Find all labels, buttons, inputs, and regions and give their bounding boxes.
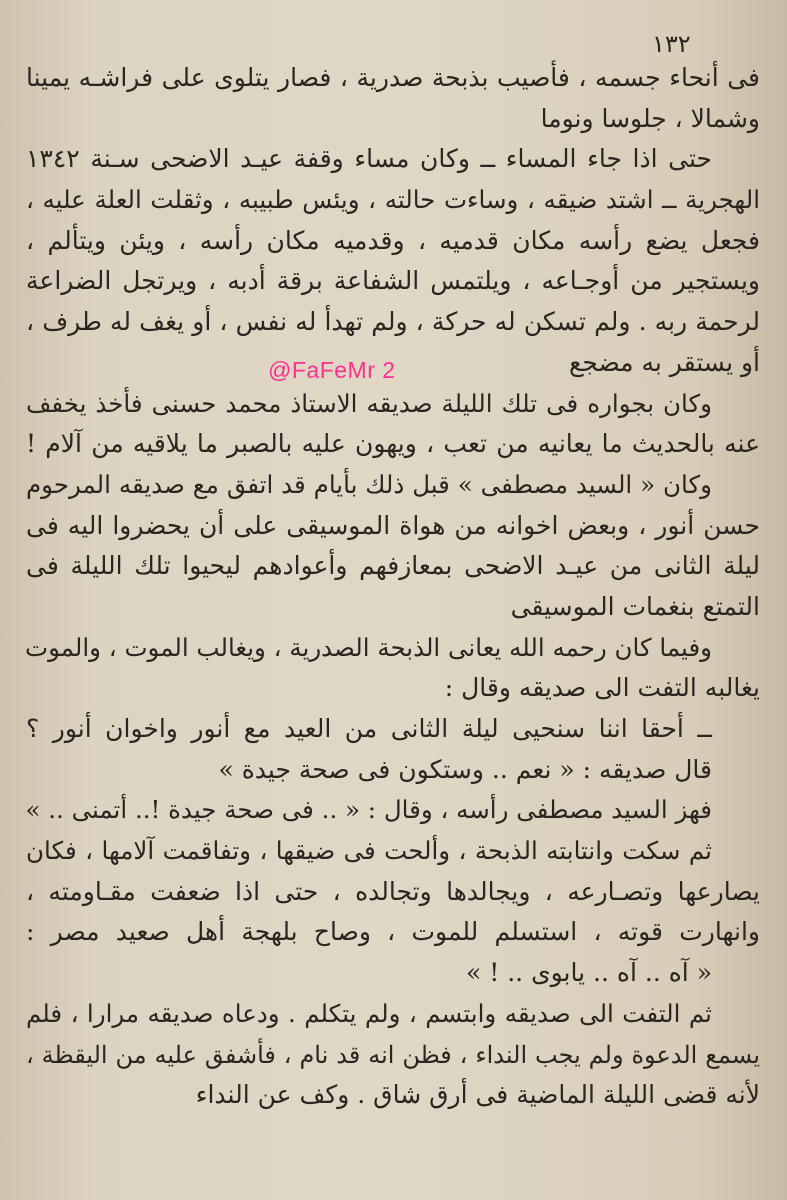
text-line: ليلة الثانى من عيـد الاضحى بمعازفهم وأعوادهم ليحيوا تلك الليلة فى bbox=[26, 551, 760, 581]
text-line: ــ أحقا اننا سنحيى ليلة الثانى من العيد مع أنور واخوان أنور ؟ bbox=[26, 714, 712, 743]
text-line: وكان « السيد مصطفى » قبل ذلك بأيام قد اتفق مع صديقه المرحوم bbox=[26, 469, 712, 499]
text-line: وشمالا ، جلوسا ونوما bbox=[540, 103, 760, 133]
text-line: ويستجير من أوجـاعه ، ويلتمس الشفاعة برقة أدبه ، ويرتجل الضراعة bbox=[26, 266, 760, 296]
text-line: حتى اذا جاء المساء ــ وكان مساء وقفة عيـد الاضحى سـنة ١٣٤٢ bbox=[26, 144, 712, 174]
text-line: وانهارت قوته ، استسلم للموت ، وصاح بلهجة أهل صعيد مصر : bbox=[26, 917, 760, 947]
text-line: يصارعها وتصـارعه ، ويجالدها وتجالده ، حتى اذا ضعفت مقـاومته ، bbox=[26, 876, 760, 906]
watermark-handle: @FaFeMr 2 bbox=[268, 357, 396, 383]
text-line: حسن أنور ، وبعض اخوانه من هواة الموسيقى على أن يحضروا اليه فى bbox=[26, 510, 760, 540]
page-number: ١٣٢ bbox=[652, 30, 691, 58]
text-line: عنه بالحديث ما يعانيه من تعب ، ويهون عليه بالصبر ما يلاقيه من آلام ! bbox=[26, 429, 760, 459]
text-line: وكان بجواره فى تلك الليلة صديقه الاستاذ محمد حسنى فأخذ يخفف bbox=[26, 388, 712, 418]
text-line: « آه .. آه .. يابوى .. ! » bbox=[466, 958, 712, 988]
text-line: يغالبه التفت الى صديقه وقال : bbox=[444, 673, 760, 703]
text-line: ثم سكت وانتابته الذبحة ، وألحت فى ضيقها ، وتفاقمت آلامها ، فكان bbox=[26, 836, 712, 866]
text-line: لرحمة ربه . ولم تسكن له حركة ، ولم تهدأ له نفس ، أو يغف له طرف ، bbox=[26, 307, 760, 337]
text-line: فجعل يضع رأسه مكان قدميه ، وقدميه مكان رأسه ، ويئن ويتألم ، bbox=[26, 225, 760, 255]
text-line: يسمع الدعوة ولم يجب النداء ، فظن انه قد نام ، فأشفق عليه من اليقظة ، bbox=[26, 1040, 760, 1069]
text-line: فى أنحاء جسمه ، فأصيب بذبحة صدرية ، فصار يتلوى على فراشـه يمينا bbox=[26, 63, 760, 92]
text-line: لأنه قضى الليلة الماضية فى أرق شاق . وكف عن النداء bbox=[195, 1080, 760, 1110]
text-line: فهز السيد مصطفى رأسه ، وقال : « .. فى صحة جيدة !.. أتمنى .. » bbox=[25, 795, 712, 825]
text-line: الهجرية ــ اشتد ضيقه ، وساءت حالته ، ويئس طبيبه ، وثقلت العلة عليه ، bbox=[26, 185, 760, 215]
body-text bbox=[26, 58, 760, 1116]
text-line: التمتع بنغمات الموسيقى bbox=[510, 591, 760, 621]
text-line: وفيما كان رحمه الله يعانى الذبحة الصدرية ، ويغالب الموت ، والموت bbox=[25, 632, 712, 662]
text-line: ثم التفت الى صديقه وابتسم ، ولم يتكلم . ودعاه صديقه مرارا ، فلم bbox=[26, 998, 712, 1028]
text-line: قال صديقه : « نعم .. وستكون فى صحة جيدة » bbox=[218, 754, 712, 784]
text-line: أو يستقر به مضجع bbox=[569, 347, 760, 377]
